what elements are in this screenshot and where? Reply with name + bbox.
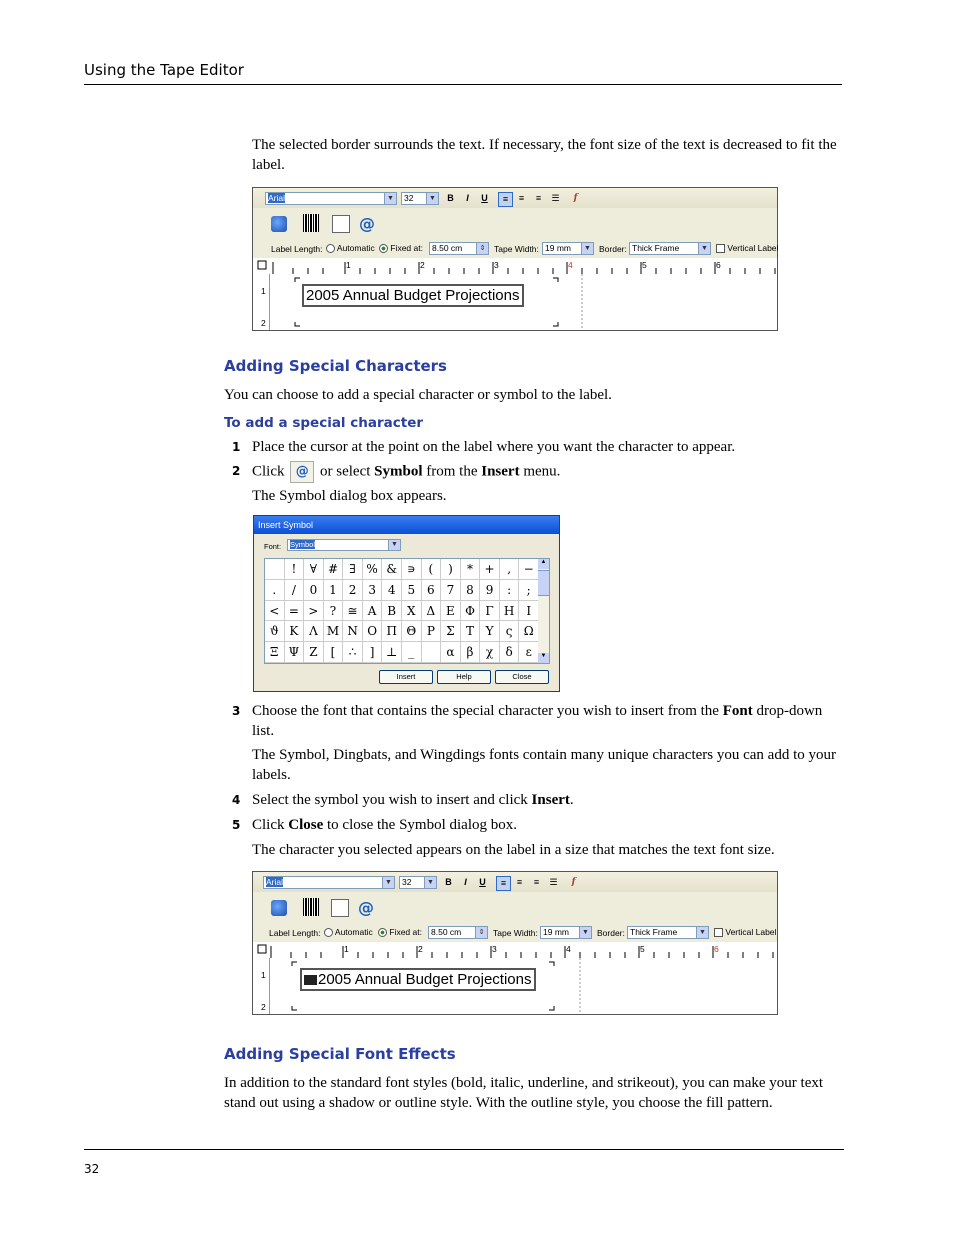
symbol-cell[interactable]: ( bbox=[422, 559, 442, 580]
ruler-tick-label: 6 bbox=[714, 944, 719, 954]
fixed-at-radio[interactable]: Fixed at: bbox=[379, 243, 423, 253]
label-settings-bar bbox=[253, 924, 777, 943]
symbol-icon[interactable]: @ bbox=[358, 898, 374, 917]
symbol-cell[interactable]: , bbox=[500, 559, 520, 580]
symbol-cell[interactable]: Σ bbox=[441, 621, 461, 642]
symbol-cell[interactable]: 7 bbox=[441, 580, 461, 601]
date-time-icon[interactable] bbox=[331, 899, 349, 917]
symbol-grid-scrollbar[interactable] bbox=[538, 558, 550, 664]
symbol-cell[interactable]: 0 bbox=[304, 580, 324, 601]
symbol-cell[interactable]: Ο bbox=[363, 621, 383, 642]
running-header: Using the Tape Editor bbox=[84, 61, 244, 79]
label-canvas[interactable] bbox=[270, 958, 777, 1014]
symbol-cell[interactable]: Τ bbox=[461, 621, 481, 642]
symbol-cell[interactable]: = bbox=[285, 601, 305, 622]
section-intro: You can choose to add a special character or symbol to the label. bbox=[224, 387, 612, 403]
symbol-cell[interactable]: Φ bbox=[461, 601, 481, 622]
symbol-cell[interactable]: − bbox=[519, 559, 539, 580]
size-combo[interactable]: 32 ▼ bbox=[399, 876, 437, 889]
vertical-ruler bbox=[253, 958, 270, 1014]
format-toolbar bbox=[253, 188, 777, 209]
label-settings-bar bbox=[253, 240, 777, 259]
folder-symbol-icon bbox=[304, 975, 317, 985]
symbol-cell[interactable]: % bbox=[363, 559, 383, 580]
step-result: The Symbol dialog box appears. bbox=[252, 488, 447, 504]
section-heading-font-effects: Adding Special Font Effects bbox=[224, 1045, 456, 1063]
intro-paragraph: The selected border surrounds the text. If necessary, the font size of the text is decreased to fit the label. bbox=[252, 137, 837, 173]
symbol-cell[interactable]: Α bbox=[363, 601, 383, 622]
size-combo[interactable]: 32 ▼ bbox=[401, 192, 439, 205]
ruler-tick-label: 1 bbox=[344, 944, 349, 954]
underline-button[interactable]: U bbox=[481, 193, 488, 203]
tape-width-combo[interactable]: 19 mm ▼ bbox=[540, 926, 592, 939]
symbol-cell[interactable]: ∃ bbox=[343, 559, 363, 580]
vertical-label-checkbox[interactable]: Vertical Label bbox=[714, 927, 776, 937]
image-icon[interactable] bbox=[271, 216, 287, 232]
symbol-cell[interactable]: Γ bbox=[480, 601, 500, 622]
symbol-cell[interactable]: > bbox=[304, 601, 324, 622]
symbol-grid[interactable] bbox=[264, 558, 540, 664]
symbol-cell[interactable]: ∍ bbox=[402, 559, 422, 580]
symbol-cell[interactable]: [ bbox=[324, 642, 344, 663]
symbol-cell[interactable]: : bbox=[500, 580, 520, 601]
font-combo[interactable]: Arial ▼ bbox=[263, 876, 395, 889]
symbol-cell[interactable]: Ι bbox=[519, 601, 539, 622]
symbol-cell[interactable]: Υ bbox=[480, 621, 500, 642]
symbol-cell[interactable] bbox=[422, 642, 442, 663]
align-right-icon[interactable]: ≡ bbox=[535, 193, 542, 203]
align-center-icon[interactable]: ≡ bbox=[516, 877, 523, 887]
symbol-cell[interactable]: ∴ bbox=[343, 642, 363, 663]
symbol-cell[interactable]: * bbox=[461, 559, 481, 580]
symbol-cell[interactable]: Ω bbox=[519, 621, 539, 642]
header-rule bbox=[84, 84, 842, 85]
font-label: Font: bbox=[264, 542, 282, 551]
step-text: Click Close to close the Symbol dialog box. bbox=[252, 817, 517, 833]
symbol-cell[interactable] bbox=[265, 559, 285, 580]
symbol-cell[interactable]: Χ bbox=[402, 601, 422, 622]
symbol-cell[interactable]: ϑ bbox=[265, 621, 285, 642]
label-text[interactable]: 2005 Annual Budget Projections bbox=[300, 968, 536, 991]
label-canvas[interactable] bbox=[270, 274, 777, 330]
symbol-button-icon: @ bbox=[290, 461, 314, 483]
fixed-length-field[interactable]: 8.50 cm ⇕ bbox=[428, 926, 488, 939]
tape-width-label: Tape Width: bbox=[494, 244, 539, 254]
symbol-icon[interactable]: @ bbox=[359, 214, 375, 233]
symbol-cell[interactable]: χ bbox=[480, 642, 500, 663]
ruler-tick-label: 4 bbox=[566, 944, 571, 954]
symbol-cell[interactable]: Ξ bbox=[265, 642, 285, 663]
symbol-cell[interactable]: 8 bbox=[461, 580, 481, 601]
symbol-cell[interactable]: ≅ bbox=[343, 601, 363, 622]
font-effects-icon[interactable]: f bbox=[573, 193, 578, 203]
tape-width-label: Tape Width: bbox=[493, 928, 538, 938]
step-text: Place the cursor at the point on the label where you want the character to appear. bbox=[252, 439, 736, 455]
symbol-cell[interactable]: β bbox=[461, 642, 481, 663]
font-effects-icon[interactable]: f bbox=[571, 877, 576, 887]
ruler-tick-label: 3 bbox=[492, 944, 497, 954]
symbol-cell[interactable]: Ζ bbox=[304, 642, 324, 663]
align-left-icon[interactable]: ≡ bbox=[498, 192, 513, 207]
barcode-icon[interactable] bbox=[303, 214, 319, 232]
format-toolbar bbox=[253, 872, 777, 893]
symbol-cell[interactable]: ) bbox=[441, 559, 461, 580]
border-combo[interactable]: Thick Frame ▼ bbox=[627, 926, 709, 939]
symbol-cell[interactable]: & bbox=[382, 559, 402, 580]
automatic-radio[interactable]: Automatic bbox=[326, 243, 375, 253]
symbol-cell[interactable]: / bbox=[285, 580, 305, 601]
ruler-tick-label: 5 bbox=[642, 260, 647, 270]
dialog-title: Insert Symbol bbox=[254, 516, 559, 534]
image-icon[interactable] bbox=[271, 900, 287, 916]
symbol-cell[interactable]: Ρ bbox=[422, 621, 442, 642]
symbol-cell[interactable]: Ν bbox=[343, 621, 363, 642]
horizontal-ruler bbox=[253, 258, 777, 275]
symbol-cell[interactable]: ε bbox=[519, 642, 539, 663]
insert-toolbar bbox=[253, 208, 777, 241]
symbol-cell[interactable]: ⊥ bbox=[382, 642, 402, 663]
tape-width-combo[interactable]: 19 mm ▼ bbox=[542, 242, 594, 255]
symbol-cell[interactable]: ] bbox=[363, 642, 383, 663]
symbol-cell[interactable]: ! bbox=[285, 559, 305, 580]
step-text: Select the symbol you wish to insert and click Insert. bbox=[252, 792, 574, 808]
section-paragraph: In addition to the standard font styles (bold, italic, underline, and strikeout), you can make your text stand out using a shadow or outline style. With the outline style, you choose the fill pattern. bbox=[224, 1075, 824, 1111]
vruler-tick-label: 1 bbox=[261, 970, 266, 980]
symbol-cell[interactable]: ? bbox=[324, 601, 344, 622]
scroll-thumb[interactable] bbox=[538, 570, 549, 596]
page-number: 32 bbox=[84, 1162, 100, 1176]
symbol-cell[interactable]: Λ bbox=[304, 621, 324, 642]
justify-icon[interactable]: ☰ bbox=[549, 877, 558, 887]
symbol-cell[interactable]: ; bbox=[519, 580, 539, 601]
symbol-cell[interactable]: 2 bbox=[343, 580, 363, 601]
step-number: 1 bbox=[232, 440, 241, 454]
align-left-icon[interactable]: ≡ bbox=[496, 876, 511, 891]
symbol-cell[interactable]: Κ bbox=[285, 621, 305, 642]
step-note: The Symbol, Dingbats, and Wingdings fonts contain many unique characters you can add to your labels. bbox=[252, 747, 836, 783]
symbol-cell[interactable]: Θ bbox=[402, 621, 422, 642]
italic-button[interactable]: I bbox=[464, 877, 467, 887]
label-text[interactable]: 2005 Annual Budget Projections bbox=[302, 284, 524, 307]
symbol-cell[interactable]: 4 bbox=[382, 580, 402, 601]
close-button[interactable]: Close bbox=[495, 670, 549, 684]
vruler-tick-label: 2 bbox=[261, 1002, 266, 1012]
justify-icon[interactable]: ☰ bbox=[551, 193, 560, 203]
symbol-cell[interactable]: + bbox=[480, 559, 500, 580]
ruler-tick-label: 2 bbox=[420, 260, 425, 270]
barcode-icon[interactable] bbox=[303, 898, 319, 916]
editor-screenshot-1 bbox=[252, 187, 778, 331]
step-number: 3 bbox=[232, 704, 241, 718]
date-time-icon[interactable] bbox=[332, 215, 350, 233]
insert-toolbar bbox=[253, 892, 777, 925]
symbol-cell[interactable]: ς bbox=[500, 621, 520, 642]
fixed-at-radio[interactable]: Fixed at: bbox=[378, 927, 422, 937]
symbol-cell[interactable]: 1 bbox=[324, 580, 344, 601]
help-button[interactable]: Help bbox=[437, 670, 491, 684]
symbol-cell[interactable]: 6 bbox=[422, 580, 442, 601]
align-right-icon[interactable]: ≡ bbox=[533, 877, 540, 887]
symbol-cell[interactable]: δ bbox=[500, 642, 520, 663]
step-number: 4 bbox=[232, 793, 241, 807]
ruler-tick-label: 1 bbox=[346, 260, 351, 270]
symbol-cell[interactable]: 5 bbox=[402, 580, 422, 601]
step-text: Click @ or select Symbol from the Insert menu. bbox=[252, 461, 560, 483]
fixed-length-field[interactable]: 8.50 cm ⇕ bbox=[429, 242, 489, 255]
insert-button[interactable]: Insert bbox=[379, 670, 433, 684]
symbol-cell[interactable]: Δ bbox=[422, 601, 442, 622]
font-combo[interactable]: Arial ▼ bbox=[265, 192, 397, 205]
step-number: 2 bbox=[232, 464, 241, 478]
step-text: Choose the font that contains the special character you wish to insert from the Font drop-down list. bbox=[252, 703, 823, 739]
symbol-cell[interactable]: Ε bbox=[441, 601, 461, 622]
footer-rule bbox=[84, 1149, 844, 1150]
scroll-down-icon[interactable]: ▼ bbox=[538, 653, 549, 663]
ruler-tick-label: 6 bbox=[716, 260, 721, 270]
vruler-tick-label: 1 bbox=[261, 286, 266, 296]
label-length-label: Label Length: bbox=[271, 244, 323, 254]
bold-button[interactable]: B bbox=[445, 877, 452, 887]
editor-screenshot-2 bbox=[252, 871, 778, 1015]
bold-button[interactable]: B bbox=[447, 193, 454, 203]
label-length-label: Label Length: bbox=[269, 928, 321, 938]
symbol-cell[interactable]: Η bbox=[500, 601, 520, 622]
symbol-cell[interactable]: < bbox=[265, 601, 285, 622]
symbol-cell[interactable]: . bbox=[265, 580, 285, 601]
step-number: 5 bbox=[232, 818, 241, 832]
ruler-tick-label: 4 bbox=[568, 260, 573, 270]
vertical-ruler bbox=[253, 274, 270, 330]
italic-button[interactable]: I bbox=[466, 193, 469, 203]
insert-symbol-dialog bbox=[253, 515, 560, 692]
scroll-up-icon[interactable]: ▲ bbox=[538, 559, 549, 569]
symbol-cell[interactable]: Π bbox=[382, 621, 402, 642]
symbol-cell[interactable]: 9 bbox=[480, 580, 500, 601]
symbol-cell[interactable]: Β bbox=[382, 601, 402, 622]
vruler-tick-label: 2 bbox=[261, 318, 266, 328]
horizontal-ruler bbox=[253, 942, 777, 959]
ruler-tick-label: 5 bbox=[640, 944, 645, 954]
symbol-cell[interactable]: ∀ bbox=[304, 559, 324, 580]
border-label: Border: bbox=[597, 928, 625, 938]
symbol-cell[interactable]: _ bbox=[402, 642, 422, 663]
symbol-cell[interactable]: Ψ bbox=[285, 642, 305, 663]
underline-button[interactable]: U bbox=[479, 877, 486, 887]
vertical-label-checkbox[interactable]: Vertical Label bbox=[716, 243, 778, 253]
symbol-cell[interactable]: # bbox=[324, 559, 344, 580]
border-label: Border: bbox=[599, 244, 627, 254]
symbol-cell[interactable]: α bbox=[441, 642, 461, 663]
dialog-font-combo[interactable]: Symbol ▼ bbox=[287, 539, 401, 551]
step-result: The character you selected appears on the label in a size that matches the text font size. bbox=[252, 842, 775, 858]
automatic-radio[interactable]: Automatic bbox=[324, 927, 373, 937]
ruler-tick-label: 3 bbox=[494, 260, 499, 270]
section-heading-special-characters: Adding Special Characters bbox=[224, 357, 447, 375]
ruler-tick-label: 2 bbox=[418, 944, 423, 954]
procedure-heading: To add a special character bbox=[224, 415, 424, 431]
border-combo[interactable]: Thick Frame ▼ bbox=[629, 242, 711, 255]
symbol-cell[interactable]: Μ bbox=[324, 621, 344, 642]
symbol-cell[interactable]: 3 bbox=[363, 580, 383, 601]
align-center-icon[interactable]: ≡ bbox=[518, 193, 525, 203]
